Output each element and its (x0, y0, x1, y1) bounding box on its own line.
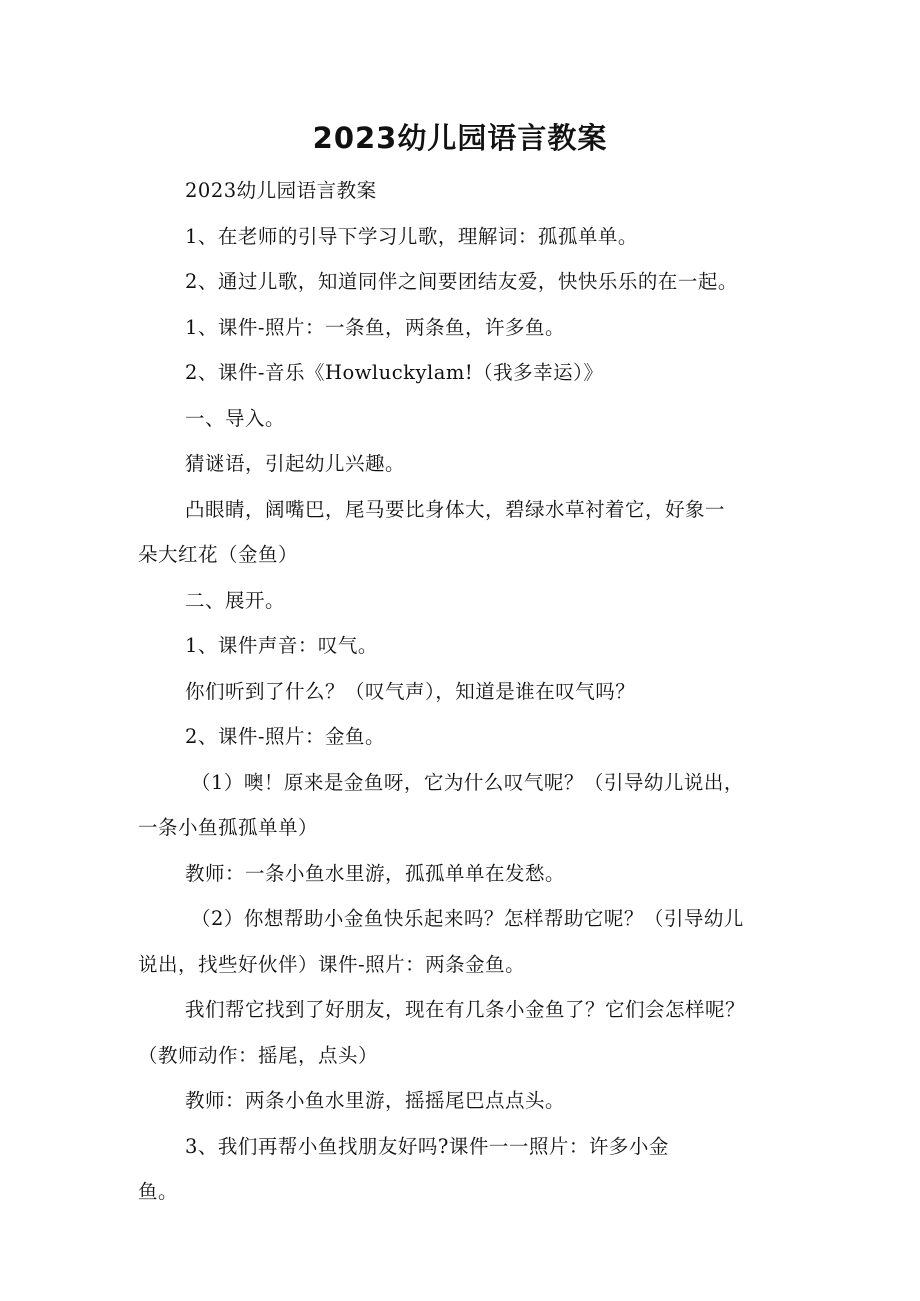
lonely-fish-paragraph (138, 760, 803, 851)
paragraph-line: 2、课件-音乐《Howluckylam!（我多幸运）》 (185, 361, 604, 384)
section-introduction-heading (138, 396, 803, 442)
paragraph-line: 你们听到了什么？（叹气声），知道是谁在叹气吗？ (185, 679, 636, 703)
goldfish-photo-paragraph (138, 714, 803, 760)
material-1-paragraph (138, 305, 803, 351)
paragraph-line: 教师：一条小鱼水里游，孤孤单单在发愁。 (185, 861, 566, 885)
paragraph-line: 1、课件-照片：一条鱼，两条鱼，许多鱼。 (185, 315, 565, 339)
teacher-line-1-paragraph (138, 851, 803, 897)
sound-material-paragraph (138, 623, 803, 669)
paragraph-line: 教师：两条小鱼水里游，摇摇尾巴点点头。 (185, 1089, 566, 1112)
paragraph-line: 二、展开。 (185, 588, 286, 612)
paragraph-line: （教师动作：摇尾，点头） (138, 1043, 379, 1067)
paragraph-line: （1）噢！原来是金鱼呀，它为什么叹气呢？（引导幼儿说出， (191, 770, 744, 794)
paragraph-line: 猜谜语，引起幼儿兴趣。 (185, 452, 406, 475)
paragraph-line: 3、我们再帮小鱼找朋友好吗?课件一一照片：许多小金 (185, 1134, 669, 1158)
objective-2-paragraph (138, 259, 803, 305)
riddle-intro-paragraph (138, 441, 803, 487)
paragraph-line: 我们帮它找到了好朋友，现在有几条小金鱼了？它们会怎样呢？ (185, 998, 746, 1021)
section-development-heading (138, 578, 803, 624)
paragraph-line: 一条小鱼孤孤单单） (138, 816, 319, 839)
paragraph-line: 凸眼睛，阔嘴巴，尾马要比身体大，碧绿水草衬着它，好象一 (185, 497, 726, 521)
subtitle-paragraph (138, 168, 803, 214)
document-title: 2023幼儿园语言教案 (312, 121, 608, 155)
paragraph-line: 2、课件-照片：金鱼。 (185, 725, 385, 748)
paragraph-line: 鱼。 (138, 1180, 179, 1203)
paragraph-line: 说出，找些好伙伴）课件-照片：两条金鱼。 (138, 952, 526, 976)
objective-1-paragraph (138, 214, 803, 260)
teacher-line-2-paragraph (138, 1078, 803, 1124)
riddle-paragraph (138, 487, 803, 578)
material-2-paragraph (138, 350, 803, 396)
paragraph-line: 1、课件声音：叹气。 (185, 634, 378, 657)
paragraph-line: 一、导入。 (185, 406, 286, 430)
question-paragraph (138, 669, 803, 715)
friends-paragraph (138, 987, 803, 1078)
paragraph-line: 朵大红花（金鱼） (138, 543, 299, 566)
paragraph-line: 2023幼儿园语言教案 (185, 179, 377, 202)
paragraph-line: 2、通过儿歌，知道同伴之间要团结友爱，快快乐乐的在一起。 (185, 270, 738, 293)
paragraph-line: 1、在老师的引导下学习儿歌，理解词：孤孤单单。 (185, 224, 638, 248)
help-goldfish-paragraph (138, 896, 803, 987)
document-body (138, 168, 803, 1215)
many-fish-paragraph (138, 1124, 803, 1215)
paragraph-line: （2）你想帮助小金鱼快乐起来吗？怎样帮助它呢？（引导幼儿 (191, 907, 744, 930)
